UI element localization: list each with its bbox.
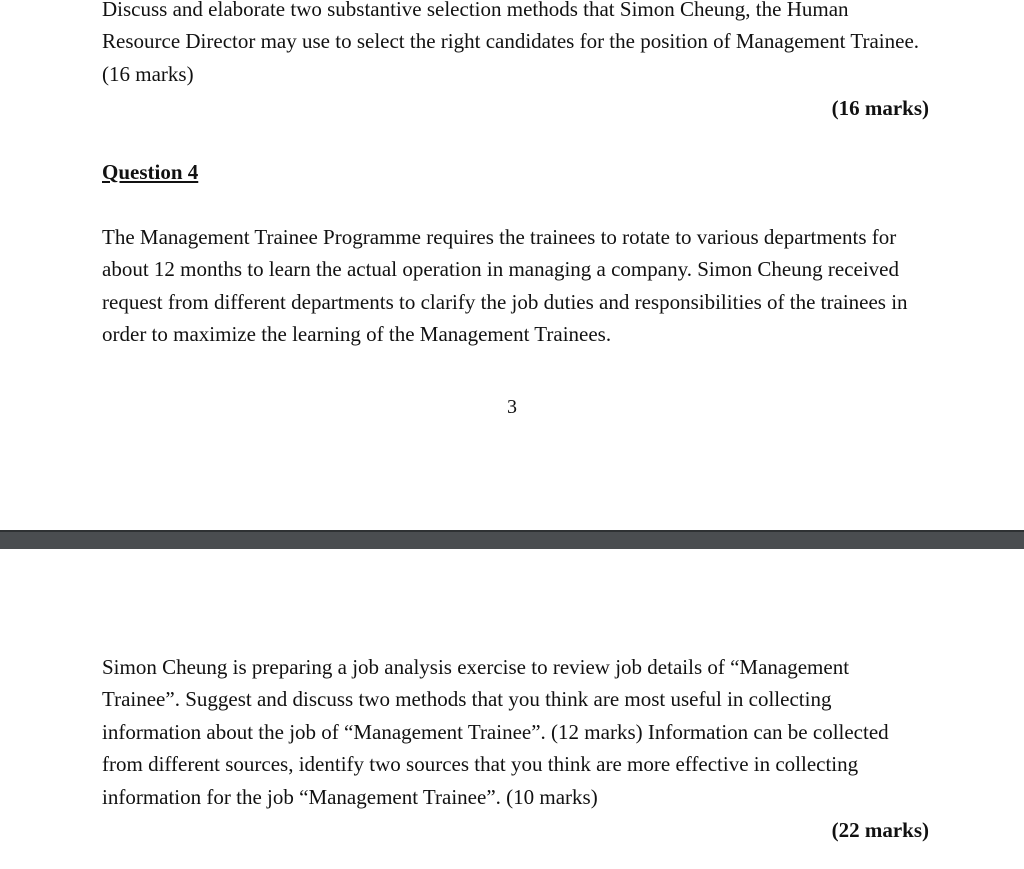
text-line: Simon Cheung is preparing a job analysis exercise to review job details of “Management <box>102 655 850 679</box>
question-4-heading: Question 4 <box>102 160 199 184</box>
page-number: 3 <box>507 396 517 418</box>
question-3-text <box>102 0 929 90</box>
job-analysis-text <box>102 651 929 813</box>
text-line: about 12 months to learn the actual operation in managing a company. Simon Cheung received <box>102 257 900 282</box>
text-line: information for the job “Management Trainee”. (10 marks) <box>102 784 598 809</box>
text-line: order to maximize the learning of the Management Trainees. <box>102 322 612 347</box>
text-line: Trainee”. Suggest and discuss two methods that you think are most useful in collecting <box>102 687 832 712</box>
page-separator <box>0 530 1024 549</box>
text-line: (16 marks) <box>102 61 194 86</box>
text-line: Resource Director may use to select the right candidates for the position of Management Trainee. <box>102 29 920 54</box>
document-page-bottom <box>0 549 1024 869</box>
question-4-text <box>102 221 929 351</box>
question-3-marks: (16 marks) <box>831 96 929 120</box>
text-line: The Management Trainee Programme requires the trainees to rotate to various departments for <box>102 225 897 249</box>
text-line: information about the job of “Management Trainee”. (12 marks) Information can be collected <box>102 719 889 744</box>
text-line: from different sources, identify two sources that you think are more effective in collecting <box>102 752 859 777</box>
job-analysis-marks: (22 marks) <box>831 818 929 842</box>
text-line: request from different departments to clarify the job duties and responsibilities of the trainees in <box>102 289 908 314</box>
text-line: Discuss and elaborate two substantive selection methods that Simon Cheung, the Human <box>102 0 849 21</box>
